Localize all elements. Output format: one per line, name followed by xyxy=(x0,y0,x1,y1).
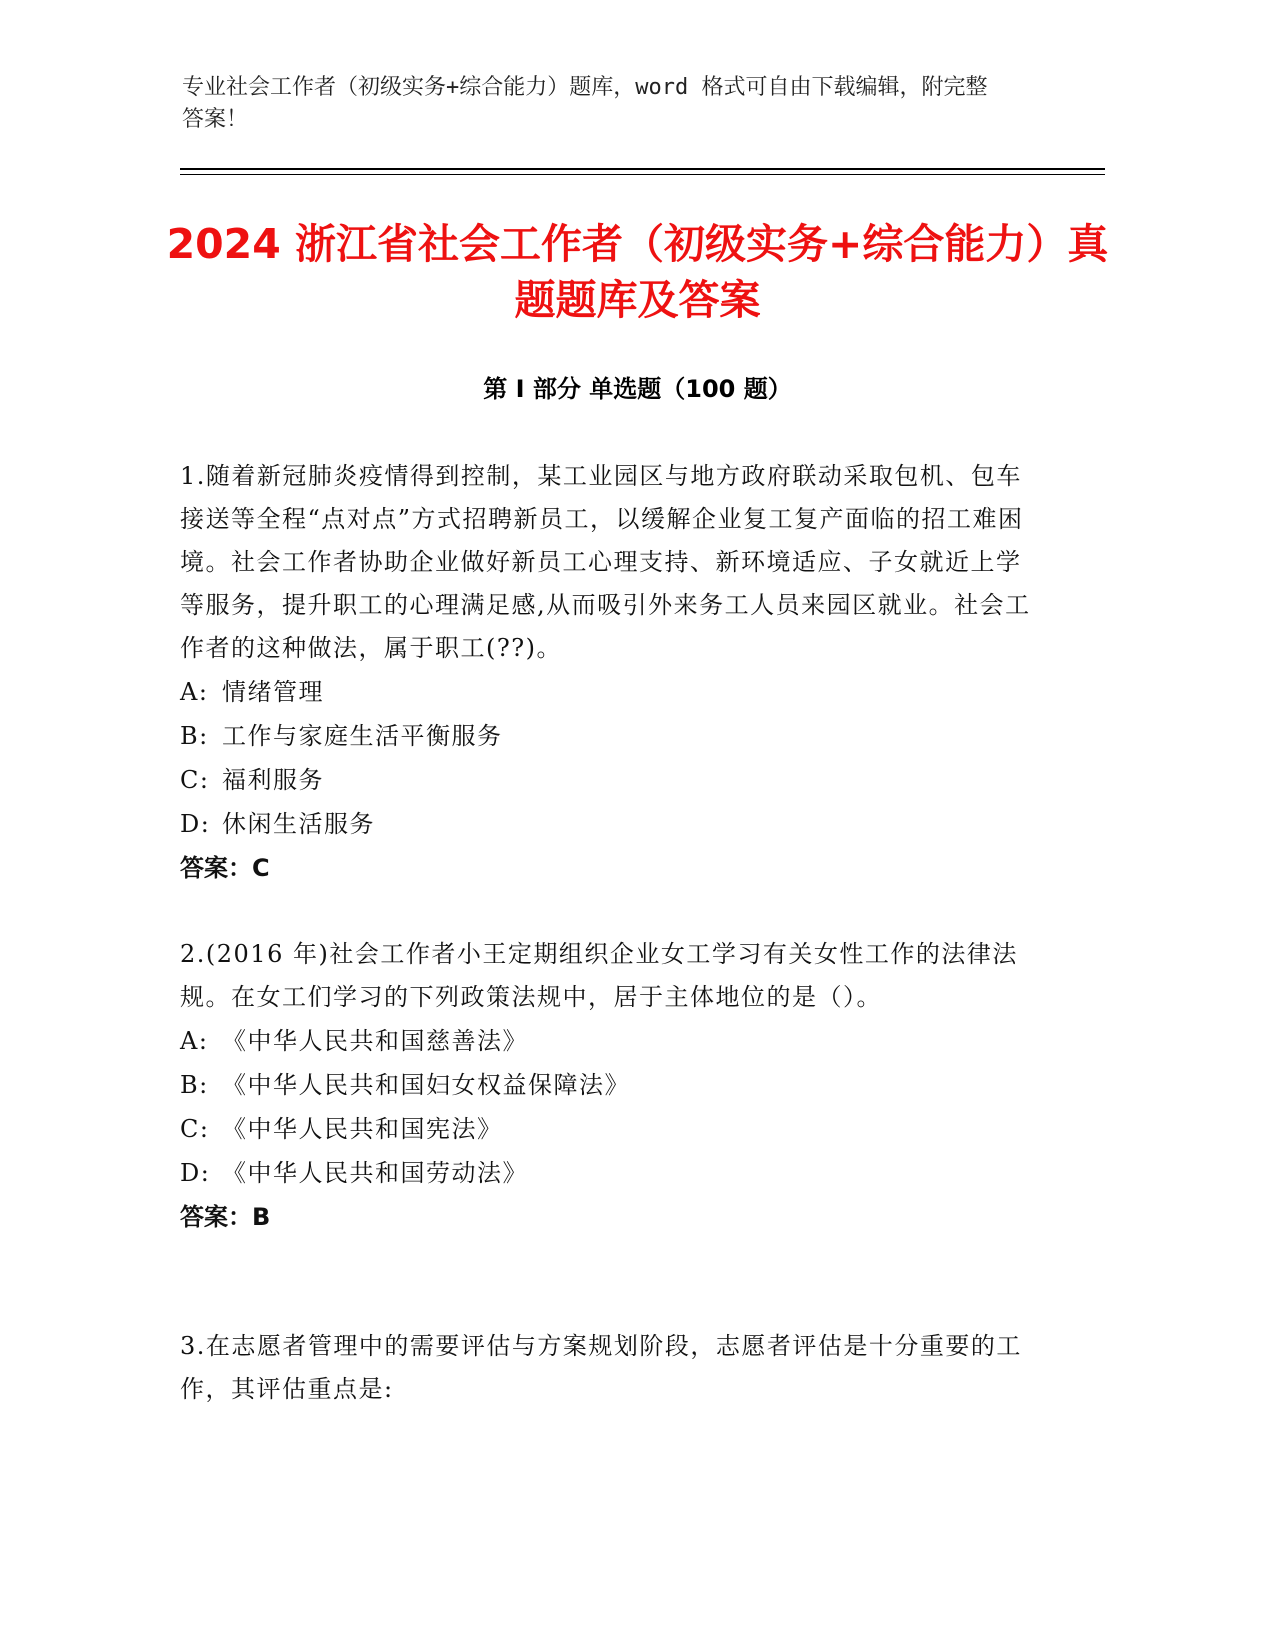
option-key: C: xyxy=(180,1115,210,1143)
option-d xyxy=(180,1151,1040,1195)
option-text: 《中华人民共和国慈善法》 xyxy=(222,1027,528,1055)
option-text: 《中华人民共和国妇女权益保障法》 xyxy=(222,1071,630,1099)
option-c xyxy=(180,758,1040,802)
option-text: 《中华人民共和国劳动法》 xyxy=(222,1159,528,1187)
option-text: 工作与家庭生活平衡服务 xyxy=(222,722,503,750)
header-divider xyxy=(180,168,1105,170)
header-note: 专业社会工作者（初级实务+综合能力）题库，word 格式可自由下载编辑，附完整 答案！ xyxy=(182,75,988,132)
question-1 xyxy=(180,455,1040,890)
option-c xyxy=(180,1107,1040,1151)
option-a xyxy=(180,670,1040,714)
option-key: C: xyxy=(180,766,210,794)
answer-label: 答案：B xyxy=(180,1203,271,1231)
option-b xyxy=(180,1063,1040,1107)
option-key: A: xyxy=(180,1027,209,1055)
option-key: B: xyxy=(180,1071,209,1099)
option-key: A: xyxy=(180,678,209,706)
option-key: D: xyxy=(180,1159,211,1187)
section-title: 第 I 部分 单选题（100 题） xyxy=(483,375,792,403)
answer-label: 答案：C xyxy=(180,854,270,882)
question-stem: 1.随着新冠肺炎疫情得到控制，某工业园区与地方政府联动采取包机、包车接送等全程“点对点”方式招聘新员工，以缓解企业复工复产面临的招工难困境。社会工作者协助企业做好新员工心理支持、新环境适应、子女就近上学等服务，提升职工的心理满足感,从而吸引外来务工人员来园区就业。社会工作者的这种做法，属于职工(??)。 xyxy=(180,462,1031,662)
question-stem: 2.(2016 年)社会工作者小王定期组织企业女工学习有关女性工作的法律法规。在女工们学习的下列政策法规中，居于主体地位的是（）。 xyxy=(180,940,1018,1011)
option-text: 《中华人民共和国宪法》 xyxy=(222,1115,503,1143)
option-text: 情绪管理 xyxy=(222,678,324,706)
question-2 xyxy=(180,933,1040,1239)
question-3 xyxy=(180,1325,1040,1411)
option-d xyxy=(180,802,1040,846)
option-key: D: xyxy=(180,810,211,838)
option-text: 福利服务 xyxy=(222,766,324,794)
option-a xyxy=(180,1019,1040,1063)
option-key: B: xyxy=(180,722,209,750)
header-divider-thin xyxy=(180,174,1105,175)
option-b xyxy=(180,714,1040,758)
question-stem: 3.在志愿者管理中的需要评估与方案规划阶段，志愿者评估是十分重要的工作，其评估重点是: xyxy=(180,1332,1022,1403)
document-title: 2024 浙江省社会工作者（初级实务+综合能力）真题题库及答案 xyxy=(166,220,1109,324)
option-text: 休闲生活服务 xyxy=(222,810,375,838)
